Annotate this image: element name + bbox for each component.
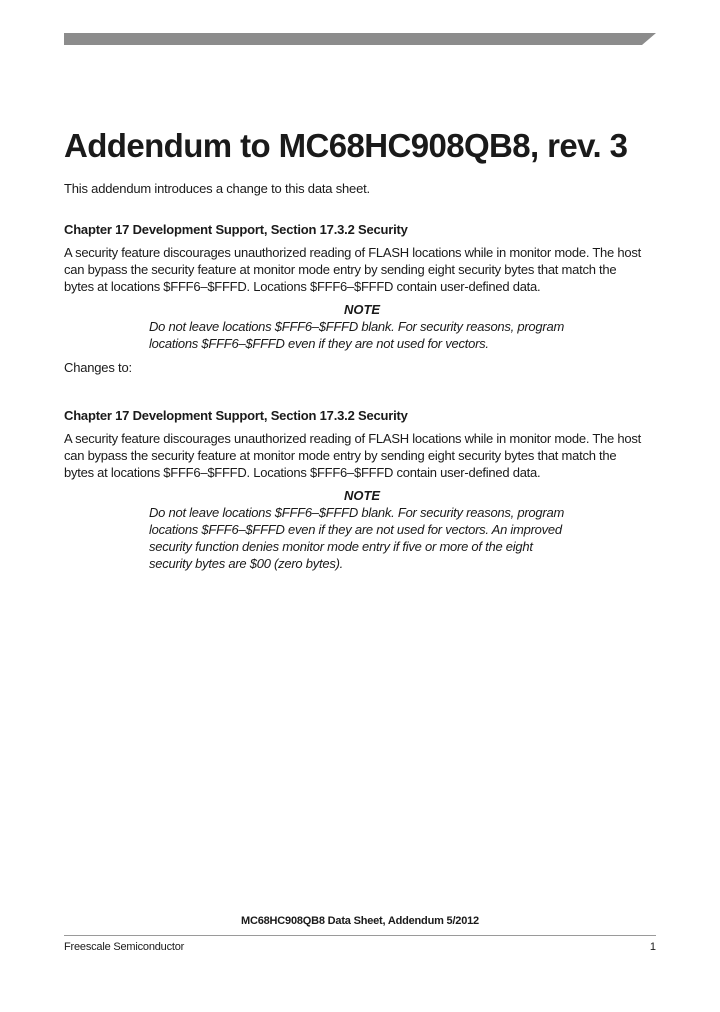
note-line: Do not leave locations $FFF6–$FFFD blank. For security reasons, program [149,505,565,520]
paragraph-line: can bypass the security feature at monitor mode entry by sending eight security bytes that match the [64,261,617,277]
page-number: 1 [649,941,656,953]
note-line: locations $FFF6–$FFFD even if they are not used for vectors. An improved [149,522,562,537]
note-body-original [149,318,564,352]
footer-divider [64,935,656,936]
header-bar [64,33,656,45]
section-heading-original: Chapter 17 Development Support, Section 17.3.2 Security [64,222,408,237]
note-line: Do not leave locations $FFF6–$FFFD blank. For security reasons, program [149,319,565,334]
changes-to-label: Changes to: [64,360,132,375]
footer-document-title: MC68HC908QB8 Data Sheet, Addendum 5/2012 [241,915,479,927]
intro-text: This addendum introduces a change to this data sheet. [64,181,370,196]
note-line: locations $FFF6–$FFFD even if they are not used for vectors. [149,336,489,351]
note-body-revised [149,504,564,572]
page-title: Addendum to MC68HC908QB8, rev. 3 [64,127,628,164]
section-heading-revised: Chapter 17 Development Support, Section 17.3.2 Security [64,408,408,423]
note-title-revised: NOTE [343,488,381,503]
paragraph-line: A security feature discourages unauthorized reading of FLASH locations while in monitor mode. The host [64,245,641,260]
paragraph-line: bytes at locations $FFF6–$FFFD. Locations $FFF6–$FFFD contain user-defined data. [64,278,541,294]
paragraph-line: bytes at locations $FFF6–$FFFD. Locations $FFF6–$FFFD contain user-defined data. [64,464,541,480]
security-paragraph-revised [64,431,664,481]
note-line: security bytes are $00 (zero bytes). [149,556,344,571]
security-paragraph-original [64,245,664,295]
paragraph-line: can bypass the security feature at monitor mode entry by sending eight security bytes that match the [64,447,617,463]
footer-company: Freescale Semiconductor [64,941,185,953]
note-line: security function denies monitor mode entry if five or more of the eight [149,539,533,554]
paragraph-line: A security feature discourages unauthorized reading of FLASH locations while in monitor mode. The host [64,431,641,446]
note-title-original: NOTE [343,302,381,317]
